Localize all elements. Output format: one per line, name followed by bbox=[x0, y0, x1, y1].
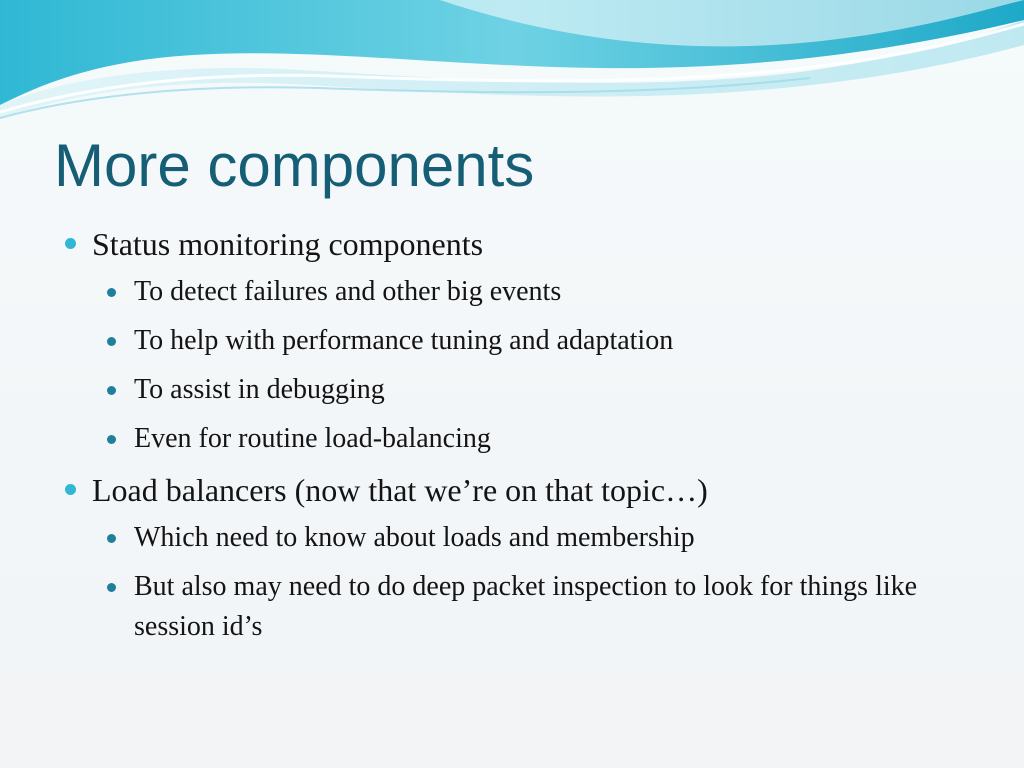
sub-bullet-text: Which need to know about loads and membership bbox=[134, 522, 695, 553]
sub-bullet bbox=[62, 419, 972, 459]
sub-bullet bbox=[62, 272, 972, 312]
sub-bullet bbox=[62, 321, 972, 361]
bullet-dot-icon bbox=[107, 583, 116, 592]
slide-title: More components bbox=[54, 132, 535, 199]
bullet-text: Load balancers (now that we’re on that topic…) bbox=[92, 472, 708, 508]
sub-bullet bbox=[62, 370, 972, 410]
sub-bullet-text: To assist in debugging bbox=[134, 374, 385, 405]
bullet-text: Status monitoring components bbox=[92, 226, 484, 262]
sub-bullet-text: Even for routine load-balancing bbox=[134, 423, 491, 454]
bullet-dot-icon bbox=[107, 337, 116, 346]
bullet-status-monitoring bbox=[62, 222, 972, 266]
bullet-load-balancers bbox=[62, 468, 972, 512]
sub-bullet-text: To help with performance tuning and adaptation bbox=[134, 325, 674, 356]
slide-body bbox=[62, 222, 972, 656]
sub-bullet bbox=[62, 518, 972, 558]
bullet-dot-icon bbox=[65, 238, 76, 249]
sub-bullet-text: But also may need to do deep packet inspection to look for things like session id’s bbox=[134, 571, 918, 642]
bullet-dot-icon bbox=[65, 484, 76, 495]
bullet-dot-icon bbox=[107, 534, 116, 543]
header-wave-decoration bbox=[0, 0, 1024, 130]
sub-bullet-text: To detect failures and other big events bbox=[134, 276, 562, 307]
bullet-list bbox=[62, 222, 972, 647]
sub-bullet bbox=[62, 567, 972, 647]
bullet-dot-icon bbox=[107, 435, 116, 444]
bullet-dot-icon bbox=[107, 386, 116, 395]
bullet-dot-icon bbox=[107, 288, 116, 297]
